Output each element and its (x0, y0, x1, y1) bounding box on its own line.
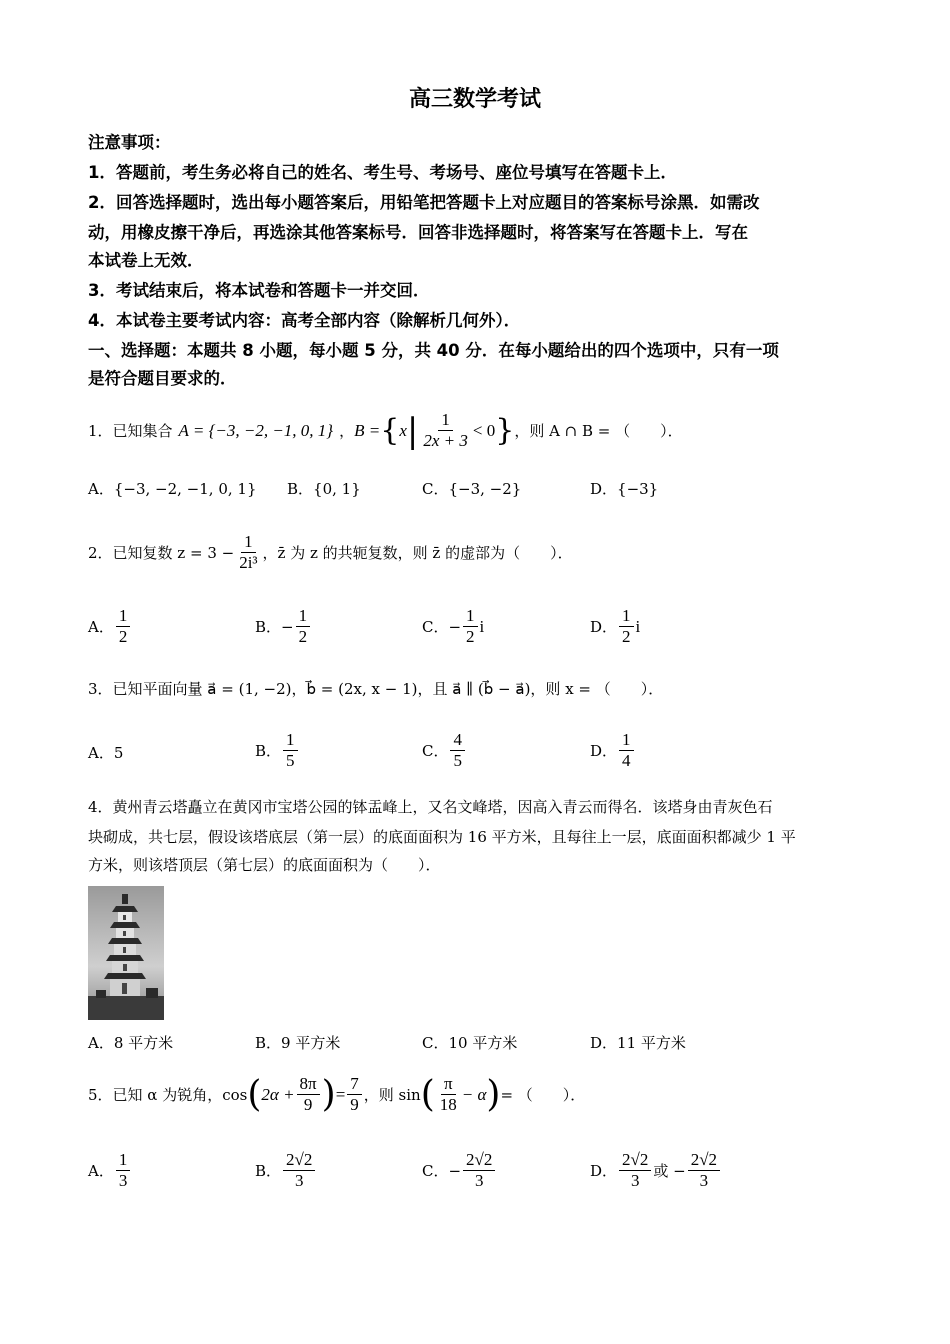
question-4-line-2: 块砌成，共七层，假设该塔底层（第一层）的底面面积为 16 平方米，且每往上一层，底面面积都减少 1 平 (88, 828, 796, 846)
notice-item-3: 3．考试结束后，将本试卷和答题卡一并交回． (88, 281, 430, 300)
q4-option-b: B．9 平方米 (255, 1034, 341, 1052)
q2-option-a-num: 1 (116, 606, 131, 627)
q4-option-c: C．10 平方米 (422, 1034, 518, 1052)
q3-option-d (590, 730, 636, 771)
q5-option-a-num: 1 (116, 1150, 131, 1171)
q5-option-a-den: 3 (118, 1171, 128, 1190)
question-3: 3．已知平面向量 a⃗ = (1, −2)，b⃗ = (2x, x − 1)，且 a⃗ ∥ (b⃗ − a⃗)，则 x = （ ）． (88, 680, 664, 698)
q5-option-b-num: 2√2 (283, 1150, 315, 1171)
q5-sin-den: 18 (439, 1095, 457, 1114)
q3-option-d-label: D． (590, 742, 618, 760)
page-title: 高三数学考试 (408, 87, 541, 112)
q5-option-c (422, 1150, 497, 1191)
q5-option-d-num: 2√2 (619, 1150, 651, 1171)
q5-option-a-label: A． (88, 1162, 114, 1180)
q2-option-d-label: D． (590, 618, 618, 636)
q5-mid: ，则 sin (363, 1085, 421, 1104)
q1-option-d: D．{−3} (590, 480, 659, 498)
q1-set-a: A = {−3, −2, −1, 0, 1} (178, 420, 334, 440)
question-1: 1．已知集合 A = {−3, −2, −1, 0, 1} ， B = { x | $\frac{1}{2x + 3}$ < 0 } ，则 A ∩ B = （ ）． (88, 410, 683, 451)
notice-item-2b: 动，用橡皮擦干净后，再选涂其他答案标号．回答非选择题时，将答案写在答题卡上．写在 (88, 223, 748, 242)
section-heading-b: 是符合题目要求的． (88, 369, 237, 388)
q5-cos-num: 8π (297, 1074, 320, 1095)
q3-option-d-num: 1 (619, 730, 634, 751)
q3-option-b-num: 1 (283, 730, 298, 751)
q3-option-b-label: B． (255, 742, 282, 760)
question-4-line-3: 方米，则该塔顶层（第七层）的底面面积为（ ）． (88, 856, 441, 874)
q2-option-d-den: 2 (622, 627, 631, 646)
pagoda-image (88, 886, 164, 1020)
notice-item-4: 4．本试卷主要考试内容：高考全部内容（除解析几何外）． (88, 311, 521, 330)
q2-option-b-den: 2 (298, 627, 308, 646)
q2-option-c (422, 606, 484, 647)
q1-suffix: ，则 A ∩ B = （ ）． (514, 421, 683, 440)
q2-frac-num: 1 (241, 532, 256, 553)
q3-option-c-label: C． (422, 742, 449, 760)
q3-option-c (422, 730, 467, 771)
q5-prefix: 5．已知 α 为锐角，cos (88, 1085, 248, 1104)
q5-option-b-den: 3 (294, 1171, 304, 1190)
question-4-line-1: 4．黄州青云塔矗立在黄冈市宝塔公园的钵盂峰上，又名文峰塔，因高入青云而得名．该塔身由青灰色石 (88, 798, 773, 816)
q2-option-b-num: 1 (296, 606, 311, 627)
section-heading-a: 一、选择题：本题共 8 小题，每小题 5 分，共 40 分．在每小题给出的四个选项中，只有一项 (88, 341, 779, 360)
q2-option-d (590, 606, 640, 647)
q4-option-d: D．11 平方米 (590, 1034, 686, 1052)
q5-option-a (88, 1150, 132, 1191)
q2-option-c-den: 2 (466, 627, 475, 646)
q2-option-c-tail: i (479, 616, 485, 636)
q2-prefix: 2．已知复数 z = 3 − (88, 543, 235, 562)
q1-option-b: B．{0, 1} (287, 480, 361, 498)
notice-item-2c: 本试卷上无效． (88, 251, 204, 270)
q3-option-a: A．5 (88, 744, 124, 762)
q1-prefix: 1．已知集合 (88, 421, 173, 440)
q5-option-c-num: 2√2 (463, 1150, 495, 1171)
q1-set-b-pre: B = (354, 420, 381, 440)
q5-option-b-label: B． (255, 1162, 282, 1180)
question-5: 5．已知 α 为锐角，cos ( 2α + $\frac{8\pi}{9}$ ) = $\frac{7}{9}$ ，则 sin ( $\frac{\pi}{18}$ − α ) = （ ）． (88, 1073, 586, 1115)
q5-option-d-label: D． (590, 1162, 618, 1180)
q3-option-c-den: 5 (453, 751, 462, 770)
q5-cos-den: 9 (303, 1095, 313, 1114)
q2-option-a (88, 606, 132, 647)
q5-eq: = (335, 1084, 346, 1104)
q5-option-d-num-2: 2√2 (688, 1150, 720, 1171)
q5-val-den: 9 (350, 1095, 359, 1114)
q5-val-num: 7 (347, 1074, 362, 1095)
q5-option-d-den-2: 3 (699, 1171, 709, 1190)
q3-option-b-den: 5 (286, 751, 295, 770)
q5-suffix: = （ ）． (500, 1085, 586, 1104)
q2-suffix: ，z̄ 为 z 的共轭复数，则 z̄ 的虚部为（ ）． (262, 543, 573, 562)
q1-ineq: < 0 (472, 420, 496, 440)
q2-option-a-den: 2 (118, 627, 128, 646)
q5-option-b (255, 1150, 317, 1191)
q5-sin-num: π (441, 1074, 456, 1095)
q3-option-c-num: 4 (450, 730, 465, 751)
q3-option-d-den: 4 (622, 751, 631, 770)
q5-cos-pre: 2α + (261, 1084, 295, 1104)
q2-option-c-label: C．− (422, 618, 462, 636)
question-2 (88, 532, 868, 573)
notice-item-2a: 2．回答选择题时，选出每小题答案后，用铅笔把答题卡上对应题目的答案标号涂黑．如需改 (88, 193, 760, 212)
notice-heading: 注意事项： (88, 133, 171, 152)
q1-set-b-var: x (399, 420, 407, 440)
q3-option-b (255, 730, 300, 771)
q4-option-a: A．8 平方米 (88, 1034, 174, 1052)
q5-option-c-den: 3 (474, 1171, 484, 1190)
q1-frac-num: 1 (438, 410, 453, 431)
q5-option-d-or: 或 − (653, 1162, 686, 1180)
notice-item-1: 1．答题前，考生务必将自己的姓名、考生号、考场号、座位号填写在答题卡上． (88, 163, 677, 182)
q1-option-c: C．{−3, −2} (422, 480, 522, 498)
q2-option-b (255, 606, 312, 647)
q5-option-d (590, 1150, 722, 1191)
q2-option-b-label: B．− (255, 618, 294, 636)
q5-sin-post: − α (461, 1084, 487, 1104)
q2-option-c-num: 1 (463, 606, 478, 627)
q2-option-d-num: 1 (619, 606, 634, 627)
q1-frac-den: 2x + 3 (423, 431, 468, 450)
q2-option-d-tail: i (635, 616, 641, 636)
q2-option-a-label: A． (88, 618, 114, 636)
q5-option-d-den: 3 (630, 1171, 640, 1190)
q5-option-c-label: C．− (422, 1162, 462, 1180)
q1-option-a: A．{−3, −2, −1, 0, 1} (88, 480, 257, 498)
q2-frac-den: 2i³ (239, 553, 258, 572)
